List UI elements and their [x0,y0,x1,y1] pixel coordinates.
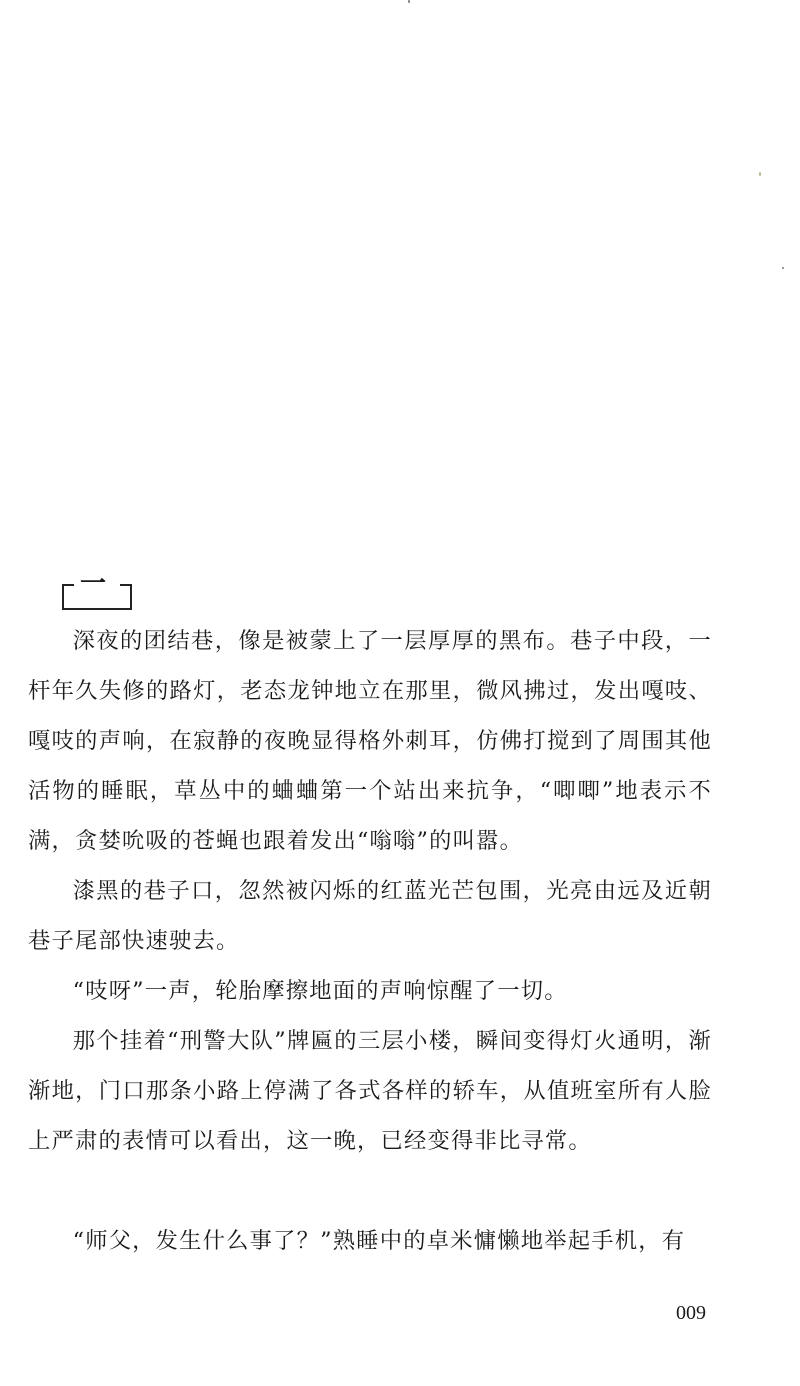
chapter-heading [62,569,132,610]
chapter-bracket-left [62,584,74,586]
page-number: 009 [676,1302,706,1324]
paragraph: 那个挂着“刑警大队”牌匾的三层小楼，瞬间变得灯火通明，渐渐地，门口那条小路上停满了各式各样的轿车，从值班室所有人脸上严肃的表情可以看出，这一晚，已经变得非比寻常。 [28,1028,712,1154]
paragraph: “师父，发生什么事了？”熟睡中的卓米慵懒地举起手机，有 [72,1228,686,1254]
scan-speck [759,172,761,176]
paragraph: 深夜的团结巷，像是被蒙上了一层厚厚的黑布。巷子中段，一杆年久失修的路灯，老态龙钟地立在那里，微风拂过，发出嘎吱、嘎吱的声响，在寂静的夜晚显得格外刺耳，仿佛打搅到了周围其他活物的睡眠，草丛中的蛐蛐第一个站出来抗争，“唧唧”地表示不满，贪婪吮吸的苍蝇也跟着发出“嗡嗡”的叫嚣。 [28,628,712,854]
scan-speck [408,0,410,3]
chapter-body [28,616,712,1266]
paragraph: 漆黑的巷子口，忽然被闪烁的红蓝光芒包围，光亮由远及近朝巷子尾部快速驶去。 [28,878,712,954]
chapter-numeral: 一 [80,569,107,599]
scan-speck [782,267,784,269]
paragraph: “吱呀”一声，轮胎摩擦地面的声响惊醒了一切。 [72,978,568,1004]
chapter-bracket-right [120,584,132,586]
